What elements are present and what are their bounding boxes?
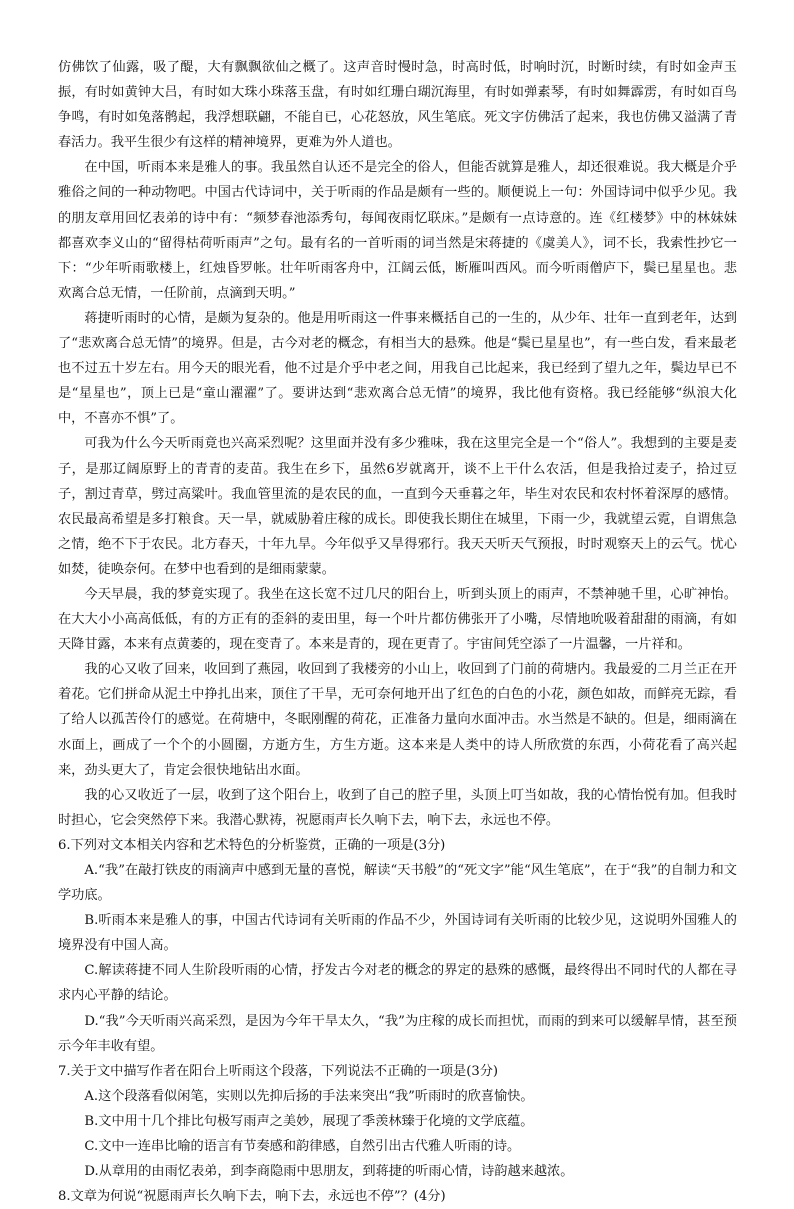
paragraph-5: 今天早晨，我的梦竟实现了。我坐在这长宽不过几尺的阳台上，听到头顶上的雨声，不禁神驰千里，心旷神怡。在大大小小高高低低，有的方正有的歪斜的麦田里，每一个叶片都仿佛张开了小嘴，尽情地吮吸着甜甜的雨滴，有如天降甘露，本来有点黄萎的，现在变青了。本来是青的，现在更青了。宇宙间凭空添了一片温馨，一片祥和。 bbox=[58, 586, 737, 653]
question-7-option-b: B.文中用十几个排比句极写雨声之美妙，展现了季羡林臻于化境的文学底蕴。 bbox=[84, 1113, 534, 1129]
paragraph-1: 仿佛饮了仙露，吸了醍，大有飘飘欲仙之概了。这声音时慢时急，时高时低，时响时沉，时断时续，有时如金声玉振，有时如黄钟大吕，有时如大珠小珠落玉盘，有时如红珊白瑚沉海里，有时如弹素琴，有时如舞霹雳，有时如百鸟争鸣，有时如兔落鹘起，我浮想联翩，不能自已，心花怒放，风生笔底。死文字仿佛活了起来，我也仿佛又溢满了青春活力。我平生很少有这样的精神境界，更难为外人道也。 bbox=[58, 60, 737, 151]
paragraph-6: 我的心又收了回来，收回到了燕园，收回到了我楼旁的小山上，收回到了门前的荷塘内。我最爱的二月兰正在开着花。它们拼命从泥土中挣扎出来，顶住了干旱，无可奈何地开出了红色的白色的小花，颜色如故，而鲜亮无踪，看了给人以孤苦伶仃的感觉。在荷塘中，冬眠刚醒的荷花，正准备力量向水面冲击。水当然是不缺的。但是，细雨滴在水面上，画成了一个个的小圆圈，方逝方生，方生方逝。这本来是人类中的诗人所欣赏的东西，小荷花看了高兴起来，劲头更大了，肯定会很快地钻出水面。 bbox=[58, 662, 737, 778]
question-6-option-c: C.解读蒋捷不同人生阶段听雨的心情，抒发古今对老的概念的界定的悬殊的感慨，最终得出不同时代的人都在寻求内心平静的结论。 bbox=[58, 963, 737, 1004]
paragraph-3: 蒋捷听雨时的心情，是颇为复杂的。他是用听雨这一件事来概括自己的一生的，从少年、壮年一直到老年，达到了“悲欢离合总无情”的境界。但是，古今对老的概念，有相当大的悬殊。他是“鬓已星星也”，有一些白发，看来最老也不过五十岁左右。用今天的眼光看，他不过是介乎中老之间，用我自己比起来，我已经到了望九之年，鬓边早已不是“星星也”，顶上已是“童山濯濯”了。要讲达到“悲欢离合总无情”的境界，我比他有资格。我已经能够“纵浪大化中，不喜亦不惧”了。 bbox=[58, 310, 737, 427]
question-7-option-c: C.文中一连串比喻的语言有节奏感和韵律感，自然引出古代雅人听雨的诗。 bbox=[84, 1139, 521, 1155]
question-8-stem: 8.文章为何说“祝愿雨声长久响下去，响下去，永远也不停”？(4分) bbox=[58, 1189, 446, 1205]
question-6-option-a: A.“我”在敲打铁皮的雨滴声中感到无量的喜悦，解读“天书般”的“死文字”能“风生笔底”，在于“我”的自制力和文学功底。 bbox=[58, 863, 737, 904]
paragraph-2: 在中国，听雨本来是雅人的事。我虽然自认还不是完全的俗人，但能否就算是雅人，却还很难说。我大概是介乎雅俗之间的一种动物吧。中国古代诗词中，关于听雨的作品是颇有一些的。顺便说上一句：外国诗词中似乎少见。我的朋友章用回忆表弟的诗中有：“频梦春池添秀句，每闻夜雨忆联床。”是颇有一点诗意的。连《红楼梦》中的林妹妹都喜欢李义山的“留得枯荷听雨声”之句。最有名的一首听雨的词当然是宋蒋捷的《虞美人》，词不长，我索性抄它一下：“少年听雨歌楼上，红烛昏罗帐。壮年听雨客舟中，江阔云低，断雁叫西风。而今听雨僧庐下，鬓已星星也。悲欢离合总无情，一任阶前，点滴到天明。” bbox=[58, 160, 737, 301]
question-7-stem: 7.关于文中描写作者在阳台上听雨这个段落，下列说法不正确的一项是(3分) bbox=[58, 1063, 499, 1079]
question-6-option-b: B.听雨本来是雅人的事，中国古代诗词有关听雨的作品不少，外国诗词有关听雨的比较少见，这说明外国雅人的境界没有中国人高。 bbox=[58, 913, 737, 954]
paragraph-7: 我的心又收近了一层，收到了这个阳台上，收到了自己的腔子里，头顶上叮当如故，我的心情怡悦有加。但我时时担心，它会突然停下来。我潜心默祷，祝愿雨声长久响下去，响下去，永远也不停。 bbox=[58, 787, 737, 828]
question-7-option-d: D.从章用的由雨忆表弟，到李商隐雨中思朋友，到蒋捷的听雨心情，诗韵越来越浓。 bbox=[84, 1164, 574, 1180]
question-7-option-a: A.这个段落看似闲笔，实则以先抑后扬的手法来突出“我”听雨时的欣喜愉快。 bbox=[84, 1088, 534, 1104]
question-6-stem: 6.下列对文本相关内容和艺术特色的分析鉴赏，正确的一项是(3分) bbox=[58, 837, 446, 853]
question-6-option-d: D.“我”今天听雨兴高采烈，是因为今年干旱太久，“我”为庄稼的成长而担忧，而雨的到来可以缓解旱情，甚至预示今年丰收有望。 bbox=[58, 1013, 737, 1054]
paragraph-4: 可我为什么今天听雨竟也兴高采烈呢？这里面并没有多少雅味，我在这里完全是一个“俗人”。我想到的主要是麦子，是那辽阔原野上的青青的麦苗。我生在乡下，虽然6岁就离开，谈不上干什么农活，但是我拾过麦子，拾过豆子，割过青草，劈过高粱叶。我血管里流的是农民的血，一直到今天垂暮之年，毕生对农民和农村怀着深厚的感情。农民最高希望是多打粮食。天一旱，就威胁着庄稼的成长。即使我长期住在城里，下雨一少，我就望云霓，自谓焦急之情，绝不下于农民。北方春天，十年九旱。今年似乎又旱得邪行。我天天听天气预报，时时观察天上的云气。忧心如焚，徒唤奈何。在梦中也看到的是细雨蒙蒙。 bbox=[58, 436, 737, 577]
